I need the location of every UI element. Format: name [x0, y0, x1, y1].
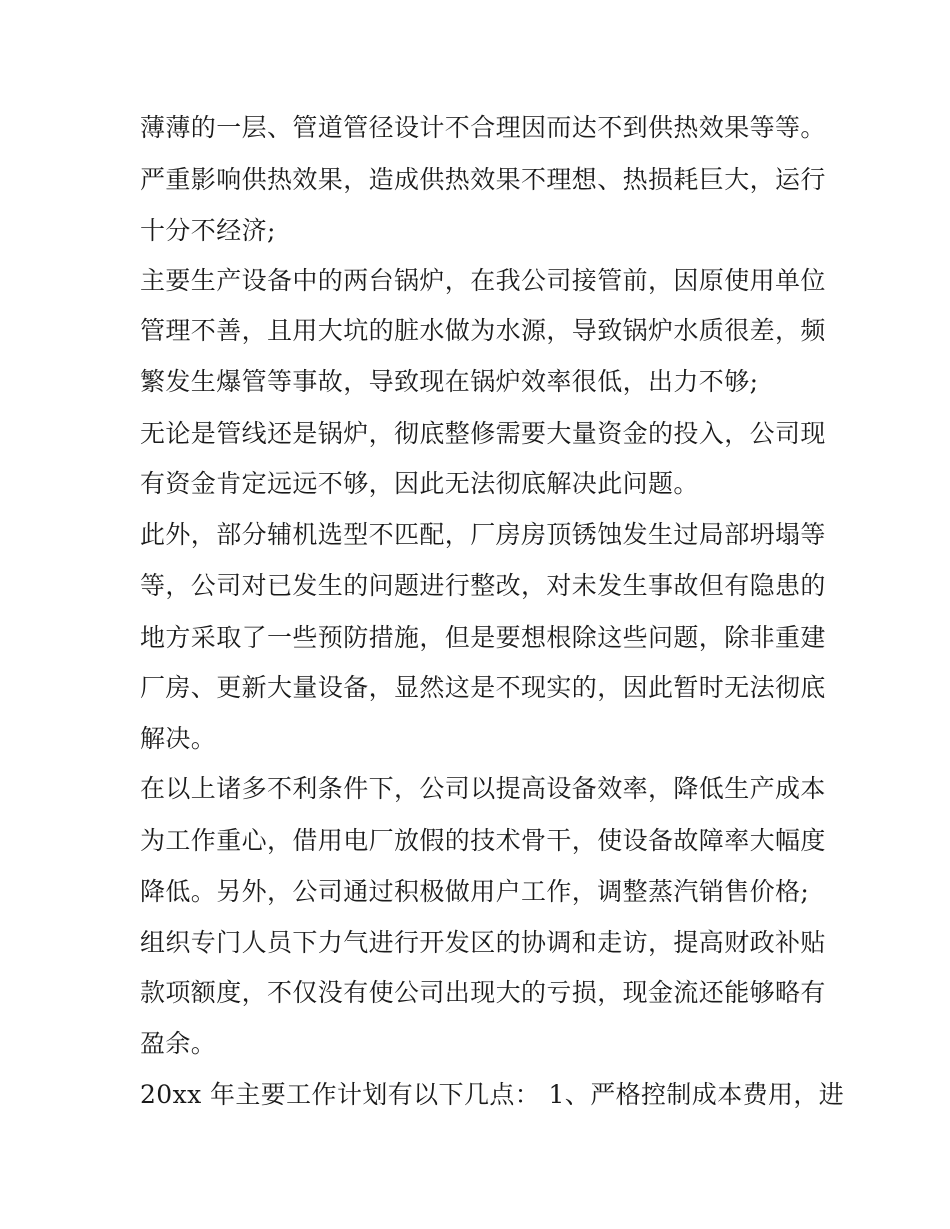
text-line-8: 有资金肯定远远不够，因此无法彻底解决此问题。: [140, 469, 699, 498]
text-line-7: 无论是管线还是锅炉，彻底整修需要大量资金的投入，公司现: [140, 419, 826, 448]
text-line-6: 繁发生爆管等事故，导致现在锅炉效率很低，出力不够;: [140, 367, 759, 396]
text-line-5: 管理不善，且用大坑的脏水做为水源，导致锅炉水质很差，频: [140, 316, 826, 345]
text-line-2: 严重影响供热效果，造成供热效果不理想、热损耗巨大，运行: [140, 165, 826, 194]
text-line-12: 厂房、更新大量设备，显然这是不现实的，因此暂时无法彻底: [140, 673, 826, 702]
text-line-19: 盈余。: [140, 1029, 217, 1058]
text-line-16: 降低。另外，公司通过积极做用户工作，调整蒸汽销售价格;: [140, 877, 810, 906]
text-line-20: 20xx 年主要工作计划有以下几点： 1、严格控制成本费用，进: [140, 1080, 845, 1109]
text-line-10: 等，公司对已发生的问题进行整改，对未发生事故但有隐患的: [140, 571, 826, 600]
text-line-13: 解决。: [140, 724, 217, 753]
text-line-3: 十分不经济;: [140, 216, 276, 245]
text-line-18: 款项额度，不仅没有使公司出现大的亏损，现金流还能够略有: [140, 978, 826, 1007]
text-line-11: 地方采取了一些预防措施，但是要想根除这些问题，除非重建: [140, 623, 826, 652]
text-line-17: 组织专门人员下力气进行开发区的协调和走访，提高财政补贴: [140, 928, 826, 957]
text-line-1: 薄薄的一层、管道管径设计不合理因而达不到供热效果等等。: [140, 113, 826, 142]
text-line-14: 在以上诸多不利条件下，公司以提高设备效率，降低生产成本: [140, 774, 826, 803]
text-line-9: 此外，部分辅机选型不匹配，厂房房顶锈蚀发生过局部坍塌等: [140, 520, 826, 549]
text-line-15: 为工作重心，借用电厂放假的技术骨干，使设备故障率大幅度: [140, 826, 826, 855]
text-line-4: 主要生产设备中的两台锅炉，在我公司接管前，因原使用单位: [140, 266, 826, 295]
